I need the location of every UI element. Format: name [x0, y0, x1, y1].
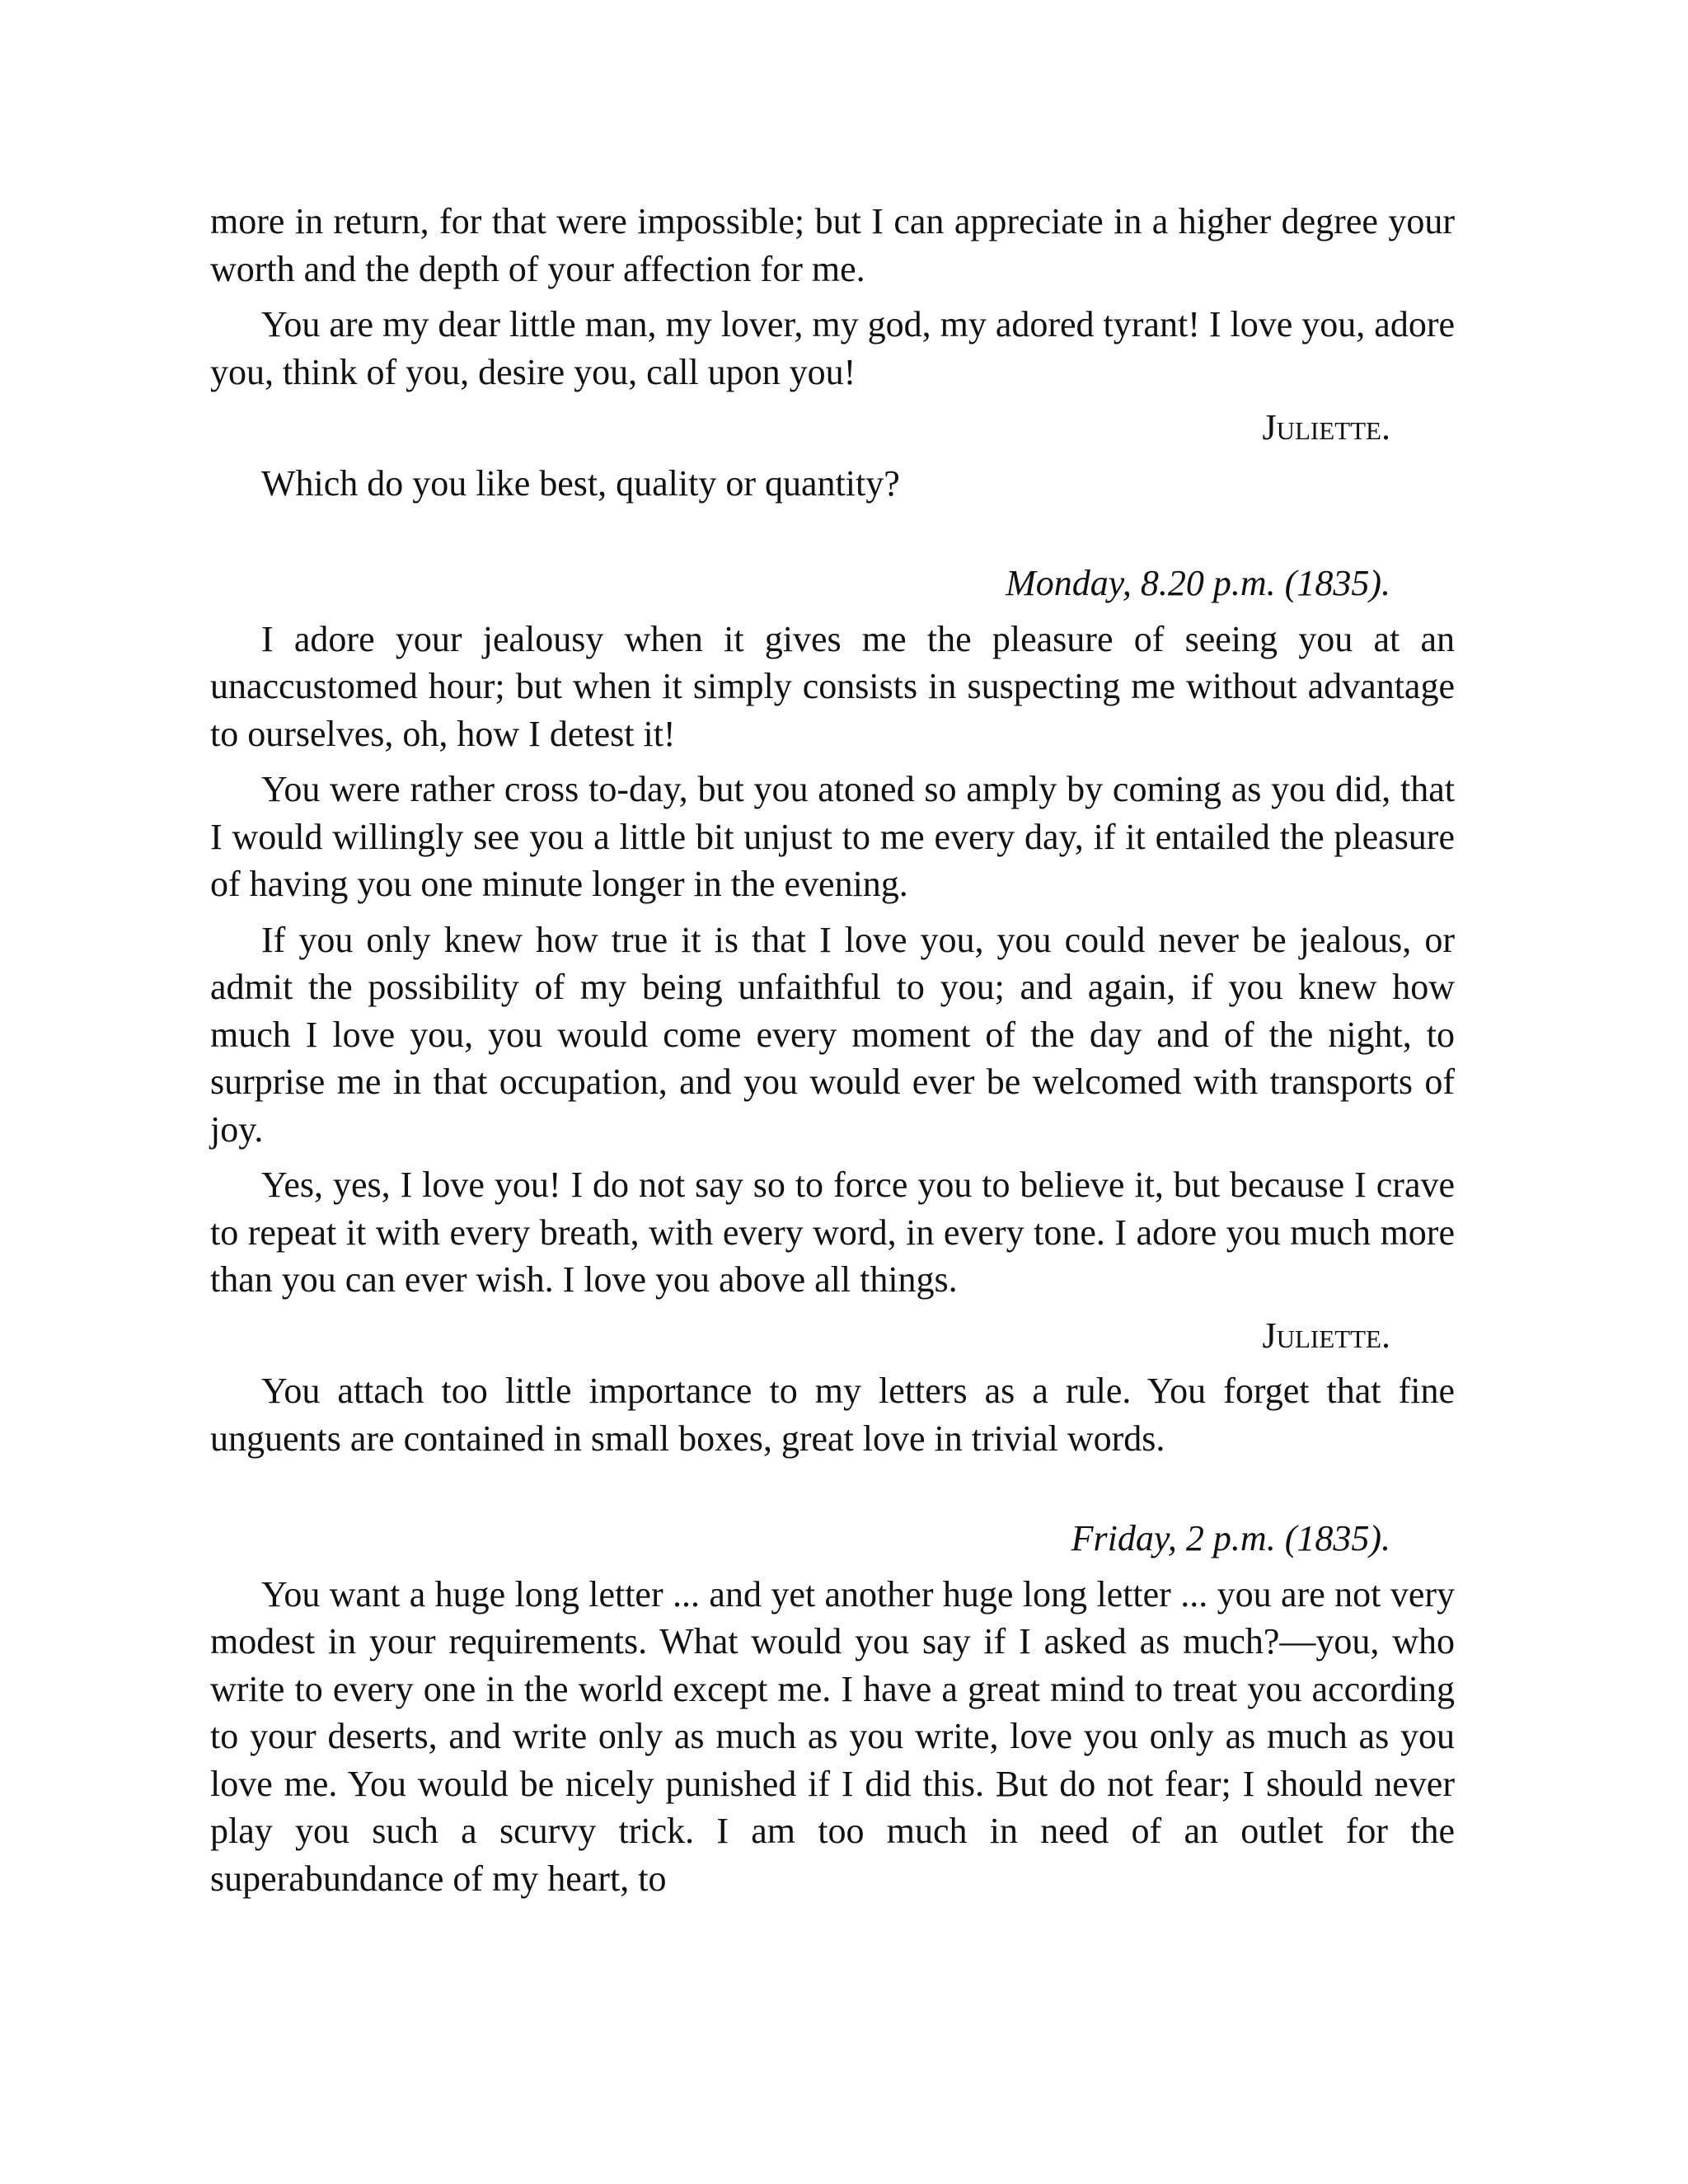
- paragraph: If you only knew how true it is that I love you, you could never be jealous, or admit the possibility of my being unfaithful to you; and again, if you knew how much I love you, you would come every moment of the day and of the night, to surprise me in that occupation, and you would ever be welcomed with transports of joy.: [210, 919, 1455, 1150]
- paragraph: You are my dear little man, my lover, my god, my adored tyrant! I love you, adore you, think of you, desire you, call upon you!: [210, 304, 1455, 392]
- paragraph-continuation: more in return, for that were impossible; but I can appreciate in a higher degree your worth and the depth of your affection for me.: [210, 201, 1455, 289]
- paragraph: You attach too little importance to my letters as a rule. You forget that fine unguents are contained in small boxes, great love in trivial words.: [210, 1371, 1455, 1459]
- paragraph: Yes, yes, I love you! I do not say so to force you to believe it, but because I crave to repeat it with every breath, with every word, in every tone. I adore you much more than you can ever wish. I love you above all things.: [210, 1165, 1455, 1300]
- paragraph: You were rather cross to-day, but you atoned so amply by coming as you did, that I would willingly see you a little bit unjust to me every day, if it entailed the pleasure of having you one minute longer in the evening.: [210, 769, 1455, 904]
- letter-dateline: Monday, 8.20 p.m. (1835).: [1006, 563, 1390, 603]
- page-text: [210, 198, 1455, 1910]
- paragraph: Which do you like best, quality or quantity?: [261, 462, 900, 504]
- paragraph: You want a huge long letter ... and yet another huge long letter ... you are not very modest in your requirements. What would you say if I asked as much?—you, who write to every one in the world except me. I have a great mind to treat you according to your deserts, and write only as much as you write, love you only as much as you love me. You would be nicely punished if I did this. But do not fear; I should never play you such a scurvy trick. I am too much in need of an outlet for the superabundance of my heart, to: [210, 1573, 1455, 1899]
- paragraph: I adore your jealousy when it gives me the pleasure of seeing you at an unaccustomed hour; but when it simply consists in suspecting me without advantage to ourselves, oh, how I detest it!: [210, 618, 1455, 754]
- letter-dateline: Friday, 2 p.m. (1835).: [1071, 1518, 1390, 1558]
- signature: Juliette.: [1262, 407, 1390, 448]
- signature: Juliette.: [1262, 1315, 1390, 1356]
